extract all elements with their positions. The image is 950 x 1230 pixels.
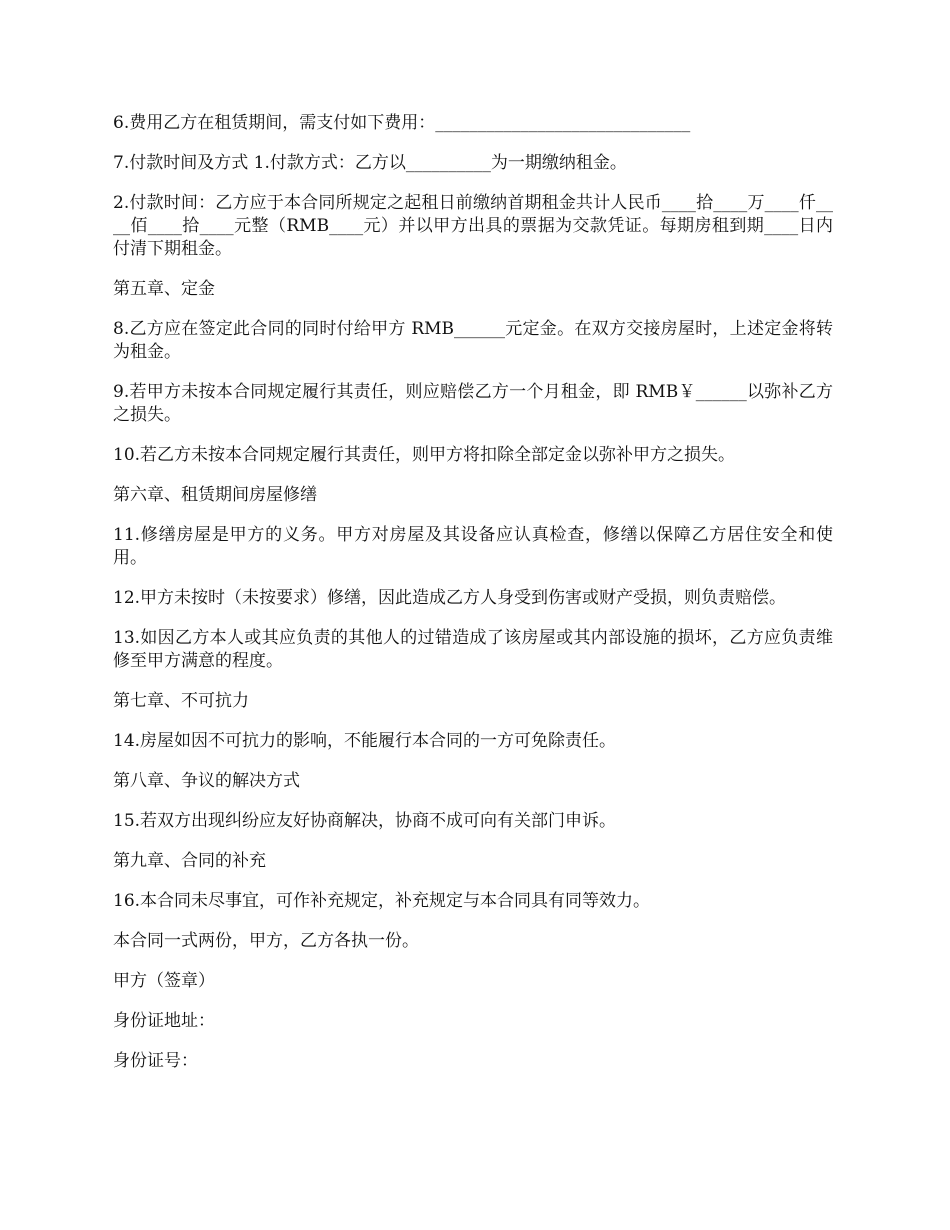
- clause-13-tenant-damage: 13.如因乙方本人或其应负责的其他人的过错造成了该房屋或其内部设施的损坏，乙方应负责维修至甲方满意的程度。: [113, 628, 833, 671]
- clause-payment-time: 2.付款时间：乙方应于本合同所规定之起租日前缴纳首期租金共计人民币____拾____万____仟____佰____拾____元整（RMB____元）并以甲方出具的票据为交款凭证。每期房租到期____日内付清下期租金。: [113, 193, 833, 259]
- id-address-label: 身份证地址：: [113, 1011, 215, 1031]
- clause-9-landlord-breach: 9.若甲方未按本合同规定履行其责任，则应赔偿乙方一个月租金，即 RMB￥______以弥补乙方之损失。: [113, 382, 833, 425]
- chapter-6-heading: 第六章、租赁期间房屋修缮: [113, 485, 317, 505]
- chapter-8-heading: 第八章、争议的解决方式: [113, 771, 300, 791]
- clause-14-force-majeure: 14.房屋如因不可抗力的影响，不能履行本合同的一方可免除责任。: [113, 731, 617, 751]
- document-body: [113, 112, 833, 1090]
- copies-statement: 本合同一式两份，甲方，乙方各执一份。: [113, 931, 419, 951]
- clause-6-fees: 6.费用乙方在租赁期间，需支付如下费用：______________________________: [113, 113, 691, 133]
- clause-15-dispute: 15.若双方出现纠纷应友好协商解决，协商不成可向有关部门申诉。: [113, 811, 617, 831]
- party-a-signature-label: 甲方（签章）: [113, 971, 215, 991]
- clause-11-repair-duty: 11.修缮房屋是甲方的义务。甲方对房屋及其设备应认真检查，修缮以保障乙方居住安全和使用。: [113, 525, 833, 568]
- chapter-7-heading: 第七章、不可抗力: [113, 691, 249, 711]
- clause-10-tenant-breach: 10.若乙方未按本合同规定履行其责任，则甲方将扣除全部定金以弥补甲方之损失。: [113, 445, 736, 465]
- clause-8-deposit: 8.乙方应在签定此合同的同时付给甲方 RMB______元定金。在双方交接房屋时，上述定金将转为租金。: [113, 319, 833, 362]
- chapter-9-heading: 第九章、合同的补充: [113, 851, 266, 871]
- id-number-label: 身份证号：: [113, 1051, 198, 1071]
- clause-7-payment-method: 7.付款时间及方式 1.付款方式：乙方以__________为一期缴纳租金。: [113, 153, 627, 173]
- chapter-5-heading: 第五章、定金: [113, 279, 215, 299]
- clause-12-repair-compensation: 12.甲方未按时（未按要求）修缮，因此造成乙方人身受到伤害或财产受损，则负责赔偿。: [113, 588, 787, 608]
- clause-16-supplement: 16.本合同未尽事宜，可作补充规定，补充规定与本合同具有同等效力。: [113, 891, 651, 911]
